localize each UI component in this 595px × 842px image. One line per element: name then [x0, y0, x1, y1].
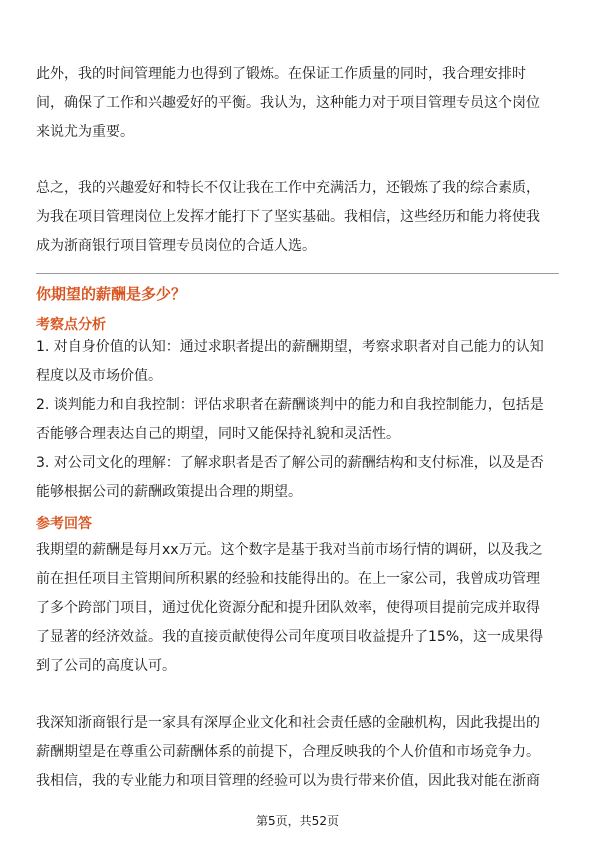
analysis-heading: 考察点分析	[36, 317, 106, 333]
text-line: 成为浙商银行项目管理专员岗位的合适人选。	[36, 238, 316, 254]
text-line: 3. 对公司文化的理解：了解求职者是否了解公司的薪酬结构和支付标准，以及是否	[36, 455, 544, 471]
text-line: 此外，我的时间管理能力也得到了锻炼。在保证工作质量的同时，我合理安排时	[36, 66, 526, 82]
text-line: 能够根据公司的薪酬政策提出合理的期望。	[36, 484, 302, 500]
text-line: 薪酬期望是在尊重公司薪酬体系的前提下，合理反映我的个人价值和市场竞争力。	[36, 744, 540, 760]
analysis-point-3	[36, 449, 559, 507]
text-line: 了多个跨部门项目，通过优化资源分配和提升团队效率，使得项目提前完成并取得	[36, 600, 540, 616]
intro-paragraph-2	[36, 174, 559, 261]
text-line: 了显著的经济效益。我的直接贡献使得公司年度项目收益提升了15%，这一成果得	[36, 629, 544, 645]
question-title: 你期望的薪酬是多少？	[36, 285, 187, 303]
page-number: 第5页，共52页	[256, 814, 339, 828]
text-line: 否能够合理表达自己的期望，同时又能保持礼貌和灵活性。	[36, 426, 400, 442]
answer-paragraph-1	[36, 536, 559, 681]
section-divider	[36, 273, 559, 274]
text-line: 我深知浙商银行是一家具有深厚企业文化和社会责任感的金融机构，因此我提出的	[36, 715, 540, 731]
text-line: 我期望的薪酬是每月xx万元。这个数字是基于我对当前市场行情的调研，以及我之	[36, 542, 543, 558]
analysis-point-1	[36, 333, 559, 391]
analysis-point-2	[36, 391, 559, 449]
text-line: 1. 对自身价值的认知：通过求职者提出的薪酬期望，考察求职者对自己能力的认知	[36, 339, 544, 355]
text-line: 为我在项目管理岗位上发挥才能打下了坚实基础。我相信，这些经历和能力将使我	[36, 209, 540, 225]
text-line: 前在担任项目主管期间所积累的经验和技能得出的。在上一家公司，我曾成功管理	[36, 571, 540, 587]
text-line: 2. 谈判能力和自我控制：评估求职者在薪酬谈判中的能力和自我控制能力，包括是	[36, 397, 544, 413]
text-line: 到了公司的高度认可。	[36, 658, 176, 674]
text-line: 我相信，我的专业能力和项目管理的经验可以为贵行带来价值，因此我对能在浙商	[36, 773, 540, 789]
text-line: 总之，我的兴趣爱好和特长不仅让我在工作中充满活力，还锻炼了我的综合素质，	[36, 180, 540, 196]
answer-paragraph-2	[36, 709, 559, 796]
answer-heading: 参考回答	[36, 516, 92, 532]
intro-paragraph-1	[36, 60, 559, 147]
text-line: 来说尤为重要。	[36, 124, 134, 140]
text-line: 程度以及市场价值。	[36, 368, 162, 384]
text-line: 间，确保了工作和兴趣爱好的平衡。我认为，这种能力对于项目管理专员这个岗位	[36, 95, 540, 111]
